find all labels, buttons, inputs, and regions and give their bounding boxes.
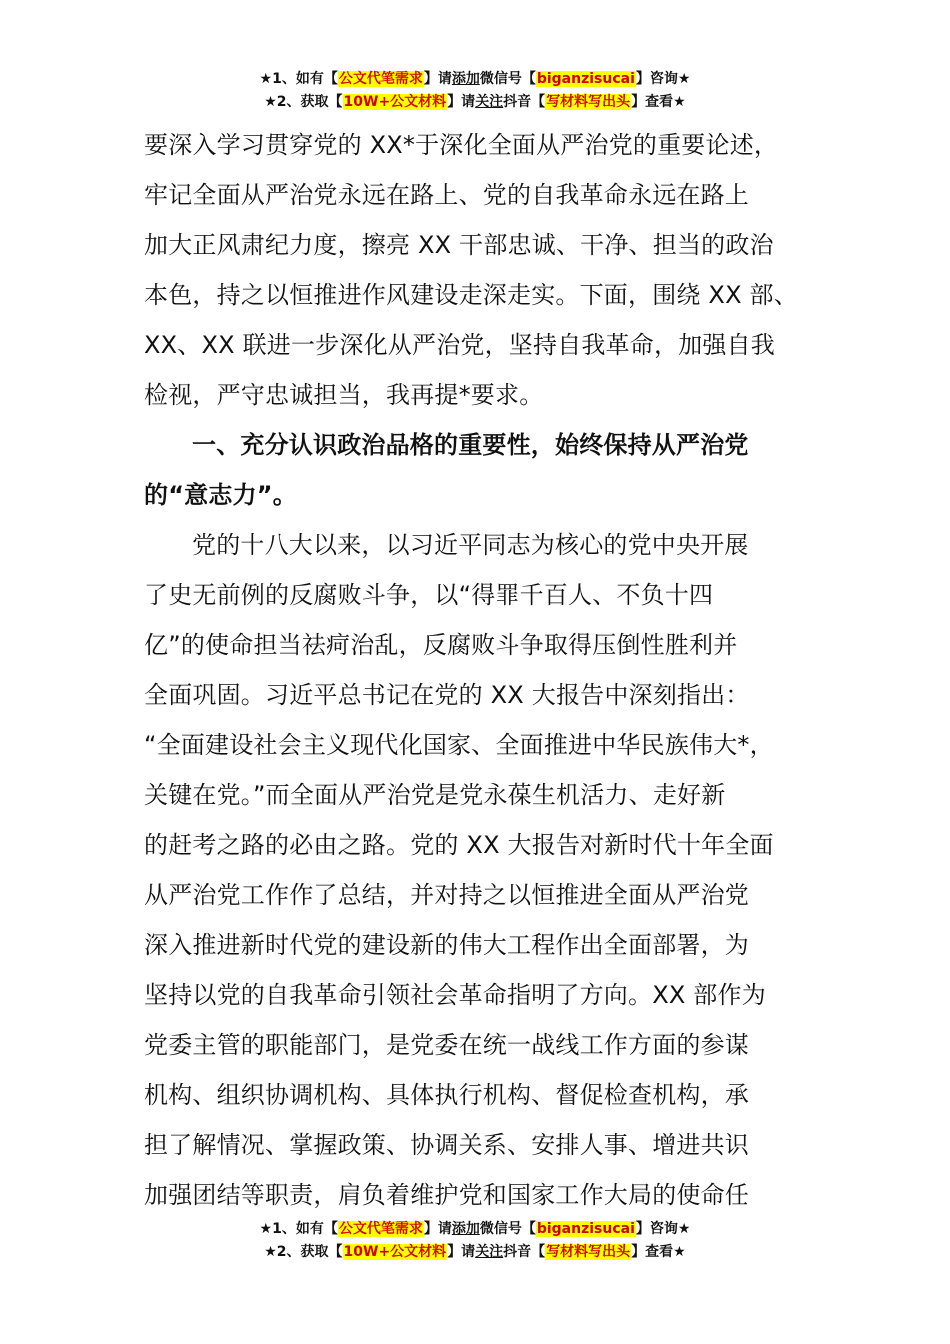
banner-line-2: ★2、获取【10W+公文材料】请关注抖音【写材料写出头】查看★ — [264, 1244, 686, 1260]
text-line: 加大正风肃纪力度，擦亮 XX 干部忠诚、干净、担当的政治 — [144, 231, 774, 259]
section-heading — [144, 420, 816, 520]
text-line: 本色，持之以恒推进作风建设走深走实。下面，围绕 XX 部、 — [144, 281, 798, 309]
text-line: 全面巩固。习近平总书记在党的 XX 大报告中深刻指出： — [144, 681, 750, 709]
banner-highlight: 10W+公文材料 — [343, 94, 447, 110]
text-line: 党的十八大以来，以习近平同志为核心的党中央开展 — [192, 531, 749, 559]
text-line: 一、充分认识政治品格的重要性，始终保持从严治党 — [192, 431, 749, 459]
text-line: 加强团结等职责，肩负着维护党和国家工作大局的使命任 — [144, 1181, 749, 1209]
banner-highlight: 公文代笔需求 — [338, 1221, 423, 1237]
banner-highlight: biganzisucai — [536, 71, 635, 87]
header-banner — [0, 68, 950, 114]
text-line: 坚持以党的自我革命引领社会革命指明了方向。XX 部作为 — [144, 981, 766, 1009]
text-line: 牢记全面从严治党永远在路上、党的自我革命永远在路上 — [144, 181, 749, 209]
banner-highlight: 写材料写出头 — [546, 1244, 631, 1260]
text-line: “全面建设社会主义现代化国家、全面推进中华民族伟大*， — [144, 731, 774, 759]
banner-highlight: 公文代笔需求 — [338, 71, 423, 87]
text-line: 要深入学习贯穿党的 XX*于深化全面从严治党的重要论述， — [144, 131, 779, 159]
document-body — [144, 120, 816, 1220]
body-paragraph — [144, 120, 816, 420]
banner-highlight: 10W+公文材料 — [343, 1244, 447, 1260]
text-line: 的赶考之路的必由之路。党的 XX 大报告对新时代十年全面 — [144, 831, 774, 859]
text-line: 亿”的使命担当祛疴治乱，反腐败斗争取得压倒性胜利并 — [144, 631, 738, 659]
text-line: 深入推进新时代党的建设新的伟大工程作出全面部署，为 — [144, 931, 749, 959]
text-line: 关键在党。”而全面从严治党是党永葆生机活力、走好新 — [144, 781, 726, 809]
text-line: 机构、组织协调机构、具体执行机构、督促检查机构，承 — [144, 1081, 749, 1109]
banner-highlight: 写材料写出头 — [546, 94, 631, 110]
banner-line-2: ★2、获取【10W+公文材料】请关注抖音【写材料写出头】查看★ — [264, 94, 686, 110]
body-paragraph — [144, 520, 816, 1220]
text-line: XX、XX 联进一步深化从严治党，坚持自我革命，加强自我 — [144, 331, 775, 359]
text-line: 从严治党工作作了总结，并对持之以恒推进全面从严治党 — [144, 881, 749, 909]
text-line: 的“意志力”。 — [144, 481, 297, 509]
banner-highlight: biganzisucai — [536, 1221, 635, 1237]
footer-banner — [0, 1218, 950, 1264]
text-line: 党委主管的职能部门，是党委在统一战线工作方面的参谋 — [144, 1031, 749, 1059]
text-line: 担了解情况、掌握政策、协调关系、安排人事、增进共识 — [144, 1131, 749, 1159]
banner-line-1: ★1、如有【公文代笔需求】请添加微信号【biganzisucai】咨询★ — [259, 71, 691, 87]
banner-line-1: ★1、如有【公文代笔需求】请添加微信号【biganzisucai】咨询★ — [259, 1221, 691, 1237]
text-line: 了史无前例的反腐败斗争，以“得罪千百人、不负十四 — [144, 581, 714, 609]
text-line: 检视，严守忠诚担当，我再提*要求。 — [144, 381, 544, 409]
